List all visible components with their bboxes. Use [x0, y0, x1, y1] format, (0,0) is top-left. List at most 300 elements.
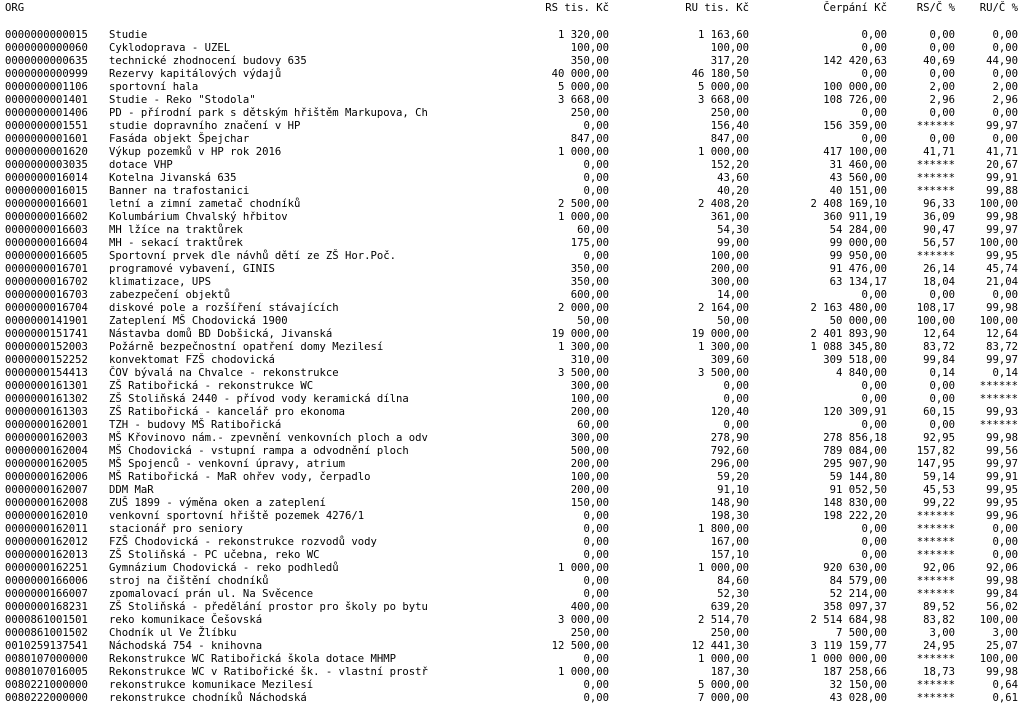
header-ru: RU tis. Kč	[685, 2, 749, 14]
table-row	[0, 614, 1024, 627]
row-ru-c-percent: 0,00	[992, 68, 1018, 80]
row-name: Požárně bezpečnostní opatření domy Mezilesí	[109, 341, 384, 353]
table-row	[0, 406, 1024, 419]
row-rs-value: 200,00	[570, 458, 609, 470]
row-org-code: 0010259137541	[5, 640, 88, 652]
table-row	[0, 107, 1024, 120]
row-ru-c-percent: 0,00	[992, 133, 1018, 145]
row-ru-value: 3 500,00	[697, 367, 749, 379]
row-ru-c-percent: 100,00	[979, 198, 1018, 210]
row-name: FZŠ Chodovická - rekonstrukce rozvodů vody	[109, 536, 377, 548]
table-row	[0, 328, 1024, 341]
table-row	[0, 198, 1024, 211]
row-name: dotace VHP	[109, 159, 173, 171]
row-org-code: 0000000168231	[5, 601, 88, 613]
row-cerpani-value: 99 000,00	[829, 237, 887, 249]
table-row	[0, 588, 1024, 601]
table-row	[0, 68, 1024, 81]
row-org-code: 0000000016604	[5, 237, 88, 249]
row-rs-c-percent: 0,00	[929, 68, 955, 80]
table-row	[0, 471, 1024, 484]
row-rs-c-percent: 0,00	[929, 107, 955, 119]
row-ru-c-percent: 99,98	[986, 666, 1018, 678]
table-row	[0, 445, 1024, 458]
row-org-code: 0000000162251	[5, 562, 88, 574]
row-cerpani-value: 0,00	[861, 419, 887, 431]
row-ru-value: 200,00	[710, 263, 749, 275]
row-name: Náchodská 754 - knihovna	[109, 640, 263, 652]
row-rs-c-percent: 59,14	[923, 471, 955, 483]
row-ru-value: 250,00	[710, 107, 749, 119]
row-name: Rezervy kapitálových výdajů	[109, 68, 282, 80]
table-row	[0, 237, 1024, 250]
row-rs-c-percent: ******	[916, 120, 955, 132]
row-cerpani-value: 91 052,50	[829, 484, 887, 496]
table-row	[0, 276, 1024, 289]
row-ru-c-percent: 2,96	[992, 94, 1018, 106]
row-ru-value: 278,90	[710, 432, 749, 444]
row-name: konvektomat FZŠ chodovická	[109, 354, 275, 366]
row-rs-c-percent: 2,00	[929, 81, 955, 93]
table-row	[0, 536, 1024, 549]
row-org-code: 0000000016701	[5, 263, 88, 275]
row-name: TZH - budovy MŠ Ratibořická	[109, 419, 282, 431]
row-ru-value: 148,90	[710, 497, 749, 509]
row-ru-c-percent: 44,90	[986, 55, 1018, 67]
row-rs-c-percent: 157,82	[916, 445, 955, 457]
row-ru-c-percent: 45,74	[986, 263, 1018, 275]
row-org-code: 0000000162007	[5, 484, 88, 496]
row-cerpani-value: 1 000 000,00	[810, 653, 887, 665]
row-rs-c-percent: 96,33	[923, 198, 955, 210]
row-org-code: 0000000000015	[5, 29, 88, 41]
row-cerpani-value: 295 907,90	[823, 458, 887, 470]
row-name: technické zhodnocení budovy 635	[109, 55, 307, 67]
header-ru-c: RU/Č %	[979, 2, 1018, 14]
table-row	[0, 523, 1024, 536]
table-row	[0, 640, 1024, 653]
row-ru-c-percent: 100,00	[979, 614, 1018, 626]
row-ru-value: 2 408,20	[697, 198, 749, 210]
row-name: letní a zimní zametač chodníků	[109, 198, 301, 210]
row-rs-c-percent: ******	[916, 549, 955, 561]
table-row	[0, 224, 1024, 237]
table-row	[0, 458, 1024, 471]
table-row	[0, 549, 1024, 562]
row-name: stacionář pro seniory	[109, 523, 243, 535]
row-org-code: 0000000162006	[5, 471, 88, 483]
table-row	[0, 627, 1024, 640]
row-name: Chodník ul Ve Žlíbku	[109, 627, 237, 639]
row-ru-value: 12 441,30	[691, 640, 749, 652]
report-header	[0, 2, 1024, 16]
row-rs-value: 0,00	[583, 510, 609, 522]
row-rs-c-percent: 0,00	[929, 289, 955, 301]
row-ru-value: 0,00	[723, 393, 749, 405]
row-name: klimatizace, UPS	[109, 276, 212, 288]
row-ru-value: 100,00	[710, 42, 749, 54]
row-rs-value: 19 000,00	[551, 328, 609, 340]
row-ru-c-percent: 99,93	[986, 406, 1018, 418]
row-org-code: 0000000016602	[5, 211, 88, 223]
row-org-code: 0000000162010	[5, 510, 88, 522]
row-rs-c-percent: ******	[916, 679, 955, 691]
row-org-code: 0000000161301	[5, 380, 88, 392]
row-org-code: 0000000162005	[5, 458, 88, 470]
row-ru-value: 1 163,60	[697, 29, 749, 41]
row-name: Kotelna Jivanská 635	[109, 172, 237, 184]
table-row	[0, 666, 1024, 679]
row-ru-c-percent: 99,84	[986, 588, 1018, 600]
row-org-code: 0000000141901	[5, 315, 88, 327]
row-ru-value: 3 668,00	[697, 94, 749, 106]
row-name: Nástavba domů BD Dobšická, Jivanská	[109, 328, 333, 340]
row-cerpani-value: 156 359,00	[823, 120, 887, 132]
row-cerpani-value: 278 856,18	[823, 432, 887, 444]
row-rs-value: 1 300,00	[557, 341, 609, 353]
row-ru-value: 152,20	[710, 159, 749, 171]
row-ru-value: 14,00	[717, 289, 749, 301]
header-org: ORG	[5, 2, 25, 14]
report-rows	[0, 29, 1024, 705]
row-rs-value: 12 500,00	[551, 640, 609, 652]
row-ru-c-percent: 99,91	[986, 172, 1018, 184]
row-ru-c-percent: 41,71	[986, 146, 1018, 158]
row-cerpani-value: 148 830,00	[823, 497, 887, 509]
row-rs-c-percent: 12,64	[923, 328, 955, 340]
table-row	[0, 692, 1024, 705]
table-row	[0, 94, 1024, 107]
row-ru-c-percent: 99,98	[986, 302, 1018, 314]
row-ru-value: 639,20	[710, 601, 749, 613]
row-rs-c-percent: 0,00	[929, 419, 955, 431]
row-rs-value: 200,00	[570, 484, 609, 496]
row-cerpani-value: 100 000,00	[823, 81, 887, 93]
row-ru-c-percent: 99,91	[986, 471, 1018, 483]
row-rs-c-percent: ******	[916, 172, 955, 184]
row-ru-c-percent: 0,00	[992, 536, 1018, 548]
row-org-code: 0000000162012	[5, 536, 88, 548]
row-org-code: 0000000162011	[5, 523, 88, 535]
row-org-code: 0000000162001	[5, 419, 88, 431]
row-ru-c-percent: 0,00	[992, 549, 1018, 561]
row-rs-value: 350,00	[570, 276, 609, 288]
row-org-code: 0000000001620	[5, 146, 88, 158]
row-cerpani-value: 50 000,00	[829, 315, 887, 327]
row-ru-c-percent: 0,00	[992, 523, 1018, 535]
row-ru-c-percent: 99,96	[986, 510, 1018, 522]
row-ru-c-percent: 99,95	[986, 484, 1018, 496]
row-ru-c-percent: 3,00	[992, 627, 1018, 639]
row-name: reko komunikace Češovská	[109, 614, 263, 626]
table-row	[0, 289, 1024, 302]
row-ru-c-percent: 12,64	[986, 328, 1018, 340]
row-name: studie dopravního značení v HP	[109, 120, 301, 132]
row-rs-c-percent: 83,82	[923, 614, 955, 626]
row-ru-value: 91,10	[717, 484, 749, 496]
row-ru-value: 46 180,50	[691, 68, 749, 80]
row-rs-c-percent: 108,17	[916, 302, 955, 314]
row-cerpani-value: 0,00	[861, 549, 887, 561]
row-name: Studie	[109, 29, 148, 41]
row-org-code: 0000000001601	[5, 133, 88, 145]
row-rs-value: 0,00	[583, 120, 609, 132]
row-cerpani-value: 32 150,00	[829, 679, 887, 691]
row-org-code: 0080107000000	[5, 653, 88, 665]
table-row	[0, 302, 1024, 315]
row-rs-value: 400,00	[570, 601, 609, 613]
table-row	[0, 497, 1024, 510]
row-rs-value: 3 668,00	[557, 94, 609, 106]
row-org-code: 0080107016005	[5, 666, 88, 678]
row-cerpani-value: 2 163 480,00	[810, 302, 887, 314]
row-ru-value: 167,00	[710, 536, 749, 548]
row-ru-value: 1 000,00	[697, 146, 749, 158]
row-ru-value: 1 800,00	[697, 523, 749, 535]
row-org-code: 0080222000000	[5, 692, 88, 704]
row-rs-c-percent: 0,00	[929, 393, 955, 405]
row-ru-c-percent: 99,98	[986, 211, 1018, 223]
row-name: Kolumbárium Chvalský hřbitov	[109, 211, 288, 223]
table-row	[0, 42, 1024, 55]
table-row	[0, 29, 1024, 42]
row-cerpani-value: 52 214,00	[829, 588, 887, 600]
row-ru-value: 156,40	[710, 120, 749, 132]
row-cerpani-value: 59 144,80	[829, 471, 887, 483]
table-row	[0, 484, 1024, 497]
row-org-code: 0000000152003	[5, 341, 88, 353]
row-org-code: 0000000003035	[5, 159, 88, 171]
table-row	[0, 562, 1024, 575]
row-cerpani-value: 2 514 684,98	[810, 614, 887, 626]
row-rs-c-percent: 56,57	[923, 237, 955, 249]
row-ru-c-percent: 25,07	[986, 640, 1018, 652]
row-org-code: 0000000016605	[5, 250, 88, 262]
row-rs-c-percent: ******	[916, 250, 955, 262]
row-name: MŠ Spojenců - venkovní úpravy, atrium	[109, 458, 345, 470]
row-rs-c-percent: 0,00	[929, 29, 955, 41]
row-rs-c-percent: 147,95	[916, 458, 955, 470]
row-ru-c-percent: 99,88	[986, 185, 1018, 197]
row-name: ČOV bývalá na Chvalce - rekonstrukce	[109, 367, 339, 379]
row-rs-value: 250,00	[570, 627, 609, 639]
row-name: DDM MaR	[109, 484, 154, 496]
table-row	[0, 211, 1024, 224]
row-org-code: 0000000162008	[5, 497, 88, 509]
table-row	[0, 263, 1024, 276]
row-rs-value: 60,00	[577, 419, 609, 431]
table-row	[0, 55, 1024, 68]
row-name: Sportovní prvek dle návhů dětí ze ZŠ Hor.Poč.	[109, 250, 397, 262]
row-ru-c-percent: 83,72	[986, 341, 1018, 353]
row-org-code: 0000000001406	[5, 107, 88, 119]
row-rs-value: 2 000,00	[557, 302, 609, 314]
row-ru-value: 59,20	[717, 471, 749, 483]
row-org-code: 0000000166007	[5, 588, 88, 600]
row-ru-c-percent: 99,56	[986, 445, 1018, 457]
row-ru-c-percent: 99,98	[986, 432, 1018, 444]
table-row	[0, 432, 1024, 445]
row-name: ZŠ Ratibořická - kancelář pro ekonoma	[109, 406, 345, 418]
row-rs-c-percent: ******	[916, 575, 955, 587]
row-rs-value: 100,00	[570, 42, 609, 54]
row-rs-c-percent: ******	[916, 159, 955, 171]
row-cerpani-value: 3 119 159,77	[810, 640, 887, 652]
row-ru-c-percent: 99,95	[986, 497, 1018, 509]
row-ru-value: 84,60	[717, 575, 749, 587]
table-row	[0, 81, 1024, 94]
row-name: diskové pole a rozšíření stávajících	[109, 302, 339, 314]
row-name: MH lžíce na traktůrek	[109, 224, 243, 236]
row-cerpani-value: 0,00	[861, 29, 887, 41]
row-cerpani-value: 43 028,00	[829, 692, 887, 704]
header-rs-c: RS/Č %	[916, 2, 955, 14]
row-org-code: 0000000154413	[5, 367, 88, 379]
row-name: MŠ Křovinovo nám.- zpevnění venkovních ploch a odv	[109, 432, 428, 444]
row-cerpani-value: 0,00	[861, 536, 887, 548]
row-ru-c-percent: 99,95	[986, 250, 1018, 262]
row-rs-value: 350,00	[570, 55, 609, 67]
row-rs-value: 0,00	[583, 653, 609, 665]
row-ru-value: 50,00	[717, 315, 749, 327]
row-name: Rekonstrukce WC v Ratibořické šk. - vlastní prostř	[109, 666, 428, 678]
row-rs-value: 0,00	[583, 523, 609, 535]
row-cerpani-value: 2 401 893,90	[810, 328, 887, 340]
row-name: ZUŠ 1899 - výměna oken a zateplení	[109, 497, 326, 509]
row-cerpani-value: 2 408 169,10	[810, 198, 887, 210]
row-cerpani-value: 108 726,00	[823, 94, 887, 106]
row-cerpani-value: 789 084,00	[823, 445, 887, 457]
row-name: MH - sekací traktůrek	[109, 237, 243, 249]
row-ru-value: 19 000,00	[691, 328, 749, 340]
row-org-code: 0000861001501	[5, 614, 88, 626]
row-org-code: 0000000001551	[5, 120, 88, 132]
row-cerpani-value: 40 151,00	[829, 185, 887, 197]
row-cerpani-value: 309 518,00	[823, 354, 887, 366]
row-rs-value: 0,00	[583, 692, 609, 704]
row-org-code: 0000000001401	[5, 94, 88, 106]
row-rs-value: 3 500,00	[557, 367, 609, 379]
row-org-code: 0000000016601	[5, 198, 88, 210]
row-ru-value: 300,00	[710, 276, 749, 288]
row-rs-value: 175,00	[570, 237, 609, 249]
row-rs-c-percent: 0,00	[929, 42, 955, 54]
row-cerpani-value: 198 222,20	[823, 510, 887, 522]
row-cerpani-value: 0,00	[861, 289, 887, 301]
table-row	[0, 172, 1024, 185]
row-ru-value: 7 000,00	[697, 692, 749, 704]
row-rs-value: 1 000,00	[557, 666, 609, 678]
row-org-code: 0000000161303	[5, 406, 88, 418]
row-ru-value: 5 000,00	[697, 679, 749, 691]
row-org-code: 0000000016704	[5, 302, 88, 314]
row-ru-c-percent: 20,67	[986, 159, 1018, 171]
row-cerpani-value: 360 911,19	[823, 211, 887, 223]
row-ru-c-percent: 0,00	[992, 42, 1018, 54]
row-rs-c-percent: 26,14	[923, 263, 955, 275]
row-org-code: 0000000000635	[5, 55, 88, 67]
row-ru-value: 296,00	[710, 458, 749, 470]
table-row	[0, 146, 1024, 159]
row-cerpani-value: 0,00	[861, 42, 887, 54]
row-rs-value: 1 000,00	[557, 146, 609, 158]
row-rs-c-percent: 0,00	[929, 133, 955, 145]
row-name: zabezpečení objektů	[109, 289, 231, 301]
row-cerpani-value: 120 309,91	[823, 406, 887, 418]
row-name: Zateplení MŠ Chodovická 1900	[109, 315, 288, 327]
row-rs-c-percent: ******	[916, 523, 955, 535]
row-org-code: 0000000162004	[5, 445, 88, 457]
row-cerpani-value: 0,00	[861, 133, 887, 145]
row-rs-c-percent: 92,95	[923, 432, 955, 444]
table-row	[0, 185, 1024, 198]
row-rs-c-percent: 24,95	[923, 640, 955, 652]
table-row	[0, 393, 1024, 406]
row-rs-value: 3 000,00	[557, 614, 609, 626]
row-rs-value: 2 500,00	[557, 198, 609, 210]
row-name: Výkup pozemků v HP rok 2016	[109, 146, 282, 158]
row-rs-value: 0,00	[583, 679, 609, 691]
row-rs-value: 310,00	[570, 354, 609, 366]
row-rs-value: 100,00	[570, 471, 609, 483]
row-ru-c-percent: 92,06	[986, 562, 1018, 574]
table-row	[0, 120, 1024, 133]
row-name: venkovní sportovní hřiště pozemek 4276/1	[109, 510, 365, 522]
row-rs-value: 350,00	[570, 263, 609, 275]
row-rs-value: 0,00	[583, 159, 609, 171]
row-org-code: 0000000166006	[5, 575, 88, 587]
row-ru-c-percent: 21,04	[986, 276, 1018, 288]
row-rs-value: 0,00	[583, 250, 609, 262]
row-cerpani-value: 43 560,00	[829, 172, 887, 184]
row-ru-value: 250,00	[710, 627, 749, 639]
row-cerpani-value: 91 476,00	[829, 263, 887, 275]
row-name: MŠ Ratibořická - MaR ohřev vody, čerpadlo	[109, 471, 371, 483]
row-rs-value: 300,00	[570, 380, 609, 392]
row-ru-value: 157,10	[710, 549, 749, 561]
row-rs-c-percent: 99,22	[923, 497, 955, 509]
row-ru-value: 198,30	[710, 510, 749, 522]
row-ru-value: 0,00	[723, 380, 749, 392]
row-org-code: 0000000151741	[5, 328, 88, 340]
row-org-code: 0000000016015	[5, 185, 88, 197]
table-row	[0, 510, 1024, 523]
row-ru-c-percent: 99,97	[986, 458, 1018, 470]
row-name: stroj na čištění chodníků	[109, 575, 269, 587]
row-rs-value: 500,00	[570, 445, 609, 457]
row-org-code: 0000000001106	[5, 81, 88, 93]
row-rs-value: 300,00	[570, 432, 609, 444]
table-row	[0, 653, 1024, 666]
table-row	[0, 133, 1024, 146]
row-org-code: 0000000016702	[5, 276, 88, 288]
row-rs-c-percent: 2,96	[929, 94, 955, 106]
row-rs-value: 0,00	[583, 172, 609, 184]
row-ru-value: 100,00	[710, 250, 749, 262]
row-rs-value: 150,00	[570, 497, 609, 509]
header-rs: RS tis. Kč	[545, 2, 609, 14]
table-row	[0, 159, 1024, 172]
row-ru-c-percent: 100,00	[979, 237, 1018, 249]
row-ru-c-percent: 100,00	[979, 315, 1018, 327]
row-rs-c-percent: 18,04	[923, 276, 955, 288]
row-rs-value: 0,00	[583, 575, 609, 587]
row-name: ZŠ Stoliňská 2440 - přívod vody keramická dílna	[109, 393, 409, 405]
row-ru-c-percent: 0,00	[992, 289, 1018, 301]
table-row	[0, 380, 1024, 393]
row-rs-value: 40 000,00	[551, 68, 609, 80]
row-ru-c-percent: 100,00	[979, 653, 1018, 665]
